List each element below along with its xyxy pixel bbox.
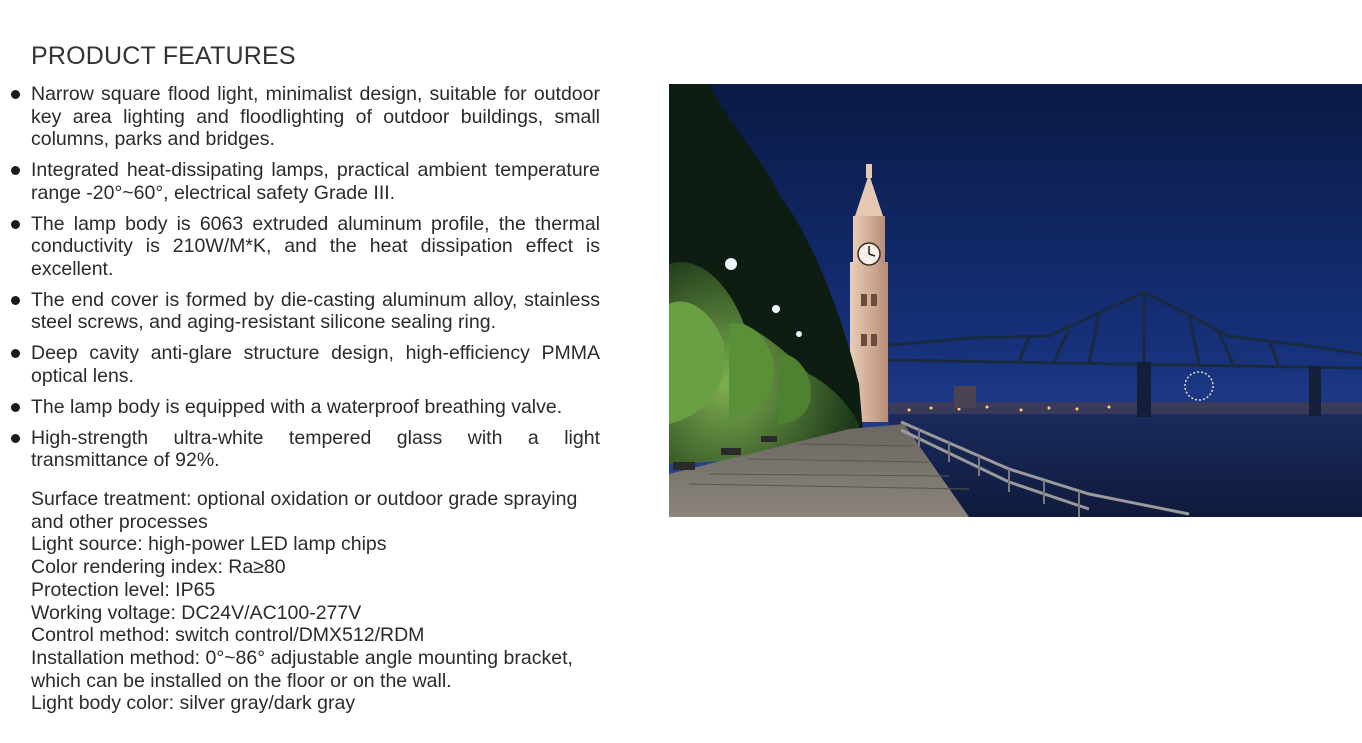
- bullet-icon: [11, 296, 20, 305]
- feature-text: Integrated heat-dissipating lamps, practical ambient temperature range -20°~60°, electrical safety Grade III.: [31, 159, 600, 204]
- spec-color-rendering: Color rendering index: Ra≥80: [31, 556, 286, 579]
- feature-item: [0, 159, 600, 204]
- spec-surface-treatment: Surface treatment: optional oxidation or outdoor grade spraying and other processes: [31, 488, 578, 533]
- feature-text: The end cover is formed by die-casting aluminum alloy, stainless steel screws, and aging-resistant silicone sealing ring.: [31, 288, 600, 333]
- bullet-icon: [11, 220, 20, 229]
- feature-item: [0, 289, 600, 334]
- bullet-icon: [11, 166, 20, 175]
- feature-list: [0, 83, 620, 480]
- feature-item: [0, 342, 600, 387]
- feature-item: [0, 427, 600, 472]
- spec-working-voltage: Working voltage: DC24V/AC100-277V: [31, 601, 362, 624]
- bullet-icon: [11, 403, 20, 412]
- bullet-icon: [11, 434, 20, 443]
- spec-protection-level: Protection level: IP65: [31, 578, 216, 601]
- feature-text: Narrow square flood light, minimalist design, suitable for outdoor key area lighting and floodlighting of outdoor buildings, small columns, parks and bridges.: [31, 83, 600, 150]
- feature-text: The lamp body is 6063 extruded aluminum profile, the thermal conductivity is 210W/M*K, and the heat dissipation effect is excellent.: [31, 212, 600, 280]
- product-scene-photo: [669, 84, 1362, 517]
- feature-item: [0, 83, 600, 151]
- night-clock-tower-bridge-illustration: [669, 84, 1362, 517]
- feature-item: [0, 396, 600, 419]
- spec-light-source: Light source: high-power LED lamp chips: [31, 533, 387, 556]
- feature-item: [0, 213, 600, 281]
- feature-text: The lamp body is equipped with a waterproof breathing valve.: [31, 395, 563, 418]
- spec-control-method: Control method: switch control/DMX512/RDM: [31, 624, 425, 647]
- bullet-icon: [11, 349, 20, 358]
- page-title: PRODUCT FEATURES: [31, 42, 296, 70]
- feature-text: High-strength ultra-white tempered glass with a light transmittance of 92%.: [31, 426, 600, 471]
- feature-text: Deep cavity anti-glare structure design, high-efficiency PMMA optical lens.: [31, 342, 600, 387]
- spec-list: [31, 488, 611, 715]
- spec-body-color: Light body color: silver gray/dark gray: [31, 692, 356, 715]
- bullet-icon: [11, 90, 20, 99]
- spec-installation-method: Installation method: 0°~86° adjustable angle mounting bracket, which can be installed on the floor or on the wall.: [31, 646, 573, 692]
